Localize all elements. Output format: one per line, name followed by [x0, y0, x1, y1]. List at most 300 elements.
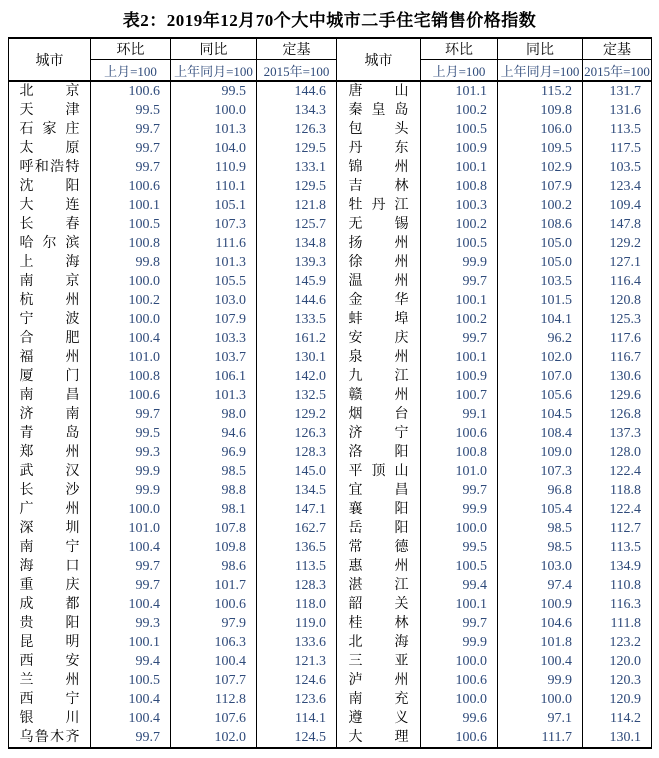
table-row [9, 728, 652, 748]
left-city-name: 银川 [9, 709, 91, 728]
right-fixed-value: 120.3 [583, 671, 652, 690]
left-city-name: 深圳 [9, 519, 91, 538]
left-mom-value: 99.7 [91, 576, 171, 595]
left-city-name: 广州 [9, 500, 91, 519]
right-mom-value: 100.2 [421, 215, 498, 234]
left-fixed-value: 133.1 [257, 158, 337, 177]
table-row [9, 253, 652, 272]
left-yoy-value: 107.6 [171, 709, 257, 728]
right-fixed-value: 130.6 [583, 367, 652, 386]
left-mom-value: 100.4 [91, 595, 171, 614]
left-yoy-value: 99.5 [171, 81, 257, 101]
left-yoy-value: 101.3 [171, 253, 257, 272]
right-city-name: 岳阳 [337, 519, 421, 538]
left-city-name: 合肥 [9, 329, 91, 348]
right-yoy-value: 102.9 [498, 158, 583, 177]
right-yoy-value: 103.5 [498, 272, 583, 291]
right-mom-value: 100.9 [421, 367, 498, 386]
right-yoy-value: 106.0 [498, 120, 583, 139]
table-row [9, 519, 652, 538]
left-yoy-value: 111.6 [171, 234, 257, 253]
left-fixed-value: 126.3 [257, 424, 337, 443]
left-yoy-value: 101.3 [171, 386, 257, 405]
table-row [9, 557, 652, 576]
right-city-name: 锦州 [337, 158, 421, 177]
left-yoy-value: 107.8 [171, 519, 257, 538]
left-fixed-value: 130.1 [257, 348, 337, 367]
left-mom-value: 99.7 [91, 158, 171, 177]
table-row [9, 367, 652, 386]
right-city-name: 泸州 [337, 671, 421, 690]
right-fixed-value: 129.2 [583, 234, 652, 253]
left-yoy-value: 105.5 [171, 272, 257, 291]
right-mom-value: 100.5 [421, 234, 498, 253]
left-fixed-value: 121.8 [257, 196, 337, 215]
left-fixed-value: 161.2 [257, 329, 337, 348]
left-city-name: 武汉 [9, 462, 91, 481]
left-city-name: 石家庄 [9, 120, 91, 139]
left-mom-value: 99.7 [91, 139, 171, 158]
right-yoy-value: 104.5 [498, 405, 583, 424]
table-row [9, 386, 652, 405]
left-city-name: 长春 [9, 215, 91, 234]
right-city-name: 济宁 [337, 424, 421, 443]
right-yoy-value: 100.0 [498, 690, 583, 709]
left-mom-value: 100.0 [91, 272, 171, 291]
right-fixed-value: 122.4 [583, 462, 652, 481]
right-city-name: 蚌埠 [337, 310, 421, 329]
right-fixed-value: 120.9 [583, 690, 652, 709]
right-yoy-value: 109.8 [498, 101, 583, 120]
right-mom-value: 100.2 [421, 310, 498, 329]
left-fixed-value: 118.0 [257, 595, 337, 614]
right-yoy-value: 109.0 [498, 443, 583, 462]
left-fixed-value: 121.3 [257, 652, 337, 671]
right-yoy-value: 97.4 [498, 576, 583, 595]
right-mom-value: 100.1 [421, 158, 498, 177]
left-fixed-value: 129.5 [257, 139, 337, 158]
table-row [9, 348, 652, 367]
left-fixed-value: 123.6 [257, 690, 337, 709]
left-mom-value: 100.1 [91, 196, 171, 215]
right-mom-value: 100.9 [421, 139, 498, 158]
left-mom-value: 101.0 [91, 519, 171, 538]
right-yoy-value: 100.4 [498, 652, 583, 671]
left-mom-value: 100.4 [91, 329, 171, 348]
right-city-name: 襄阳 [337, 500, 421, 519]
right-city-name: 无锡 [337, 215, 421, 234]
page-title: 表2：2019年12月70个大中城市二手住宅销售价格指数 [122, 11, 537, 30]
right-fixed-value: 137.3 [583, 424, 652, 443]
right-city-name: 北海 [337, 633, 421, 652]
right-fixed-value: 117.6 [583, 329, 652, 348]
right-yoy-value: 105.6 [498, 386, 583, 405]
header-mom-right: 环比 [421, 38, 498, 60]
left-mom-value: 99.7 [91, 405, 171, 424]
right-yoy-value: 100.2 [498, 196, 583, 215]
table-row [9, 158, 652, 177]
header-fixed-right: 定基 [583, 38, 652, 60]
right-mom-value: 99.9 [421, 500, 498, 519]
right-fixed-value: 112.7 [583, 519, 652, 538]
right-yoy-value: 96.8 [498, 481, 583, 500]
left-city-name: 北京 [9, 81, 91, 101]
left-mom-value: 99.3 [91, 443, 171, 462]
right-fixed-value: 130.1 [583, 728, 652, 748]
left-city-name: 厦门 [9, 367, 91, 386]
table-row [9, 215, 652, 234]
left-city-name: 乌鲁木齐 [9, 728, 91, 748]
header-city-right: 城市 [337, 38, 421, 81]
left-city-name: 重庆 [9, 576, 91, 595]
left-fixed-value: 129.2 [257, 405, 337, 424]
left-mom-value: 100.4 [91, 538, 171, 557]
left-city-name: 大连 [9, 196, 91, 215]
left-yoy-value: 98.5 [171, 462, 257, 481]
left-yoy-value: 100.0 [171, 101, 257, 120]
right-yoy-value: 98.5 [498, 538, 583, 557]
right-mom-value: 99.4 [421, 576, 498, 595]
right-mom-value: 99.6 [421, 709, 498, 728]
right-yoy-value: 105.0 [498, 234, 583, 253]
header-yoy-left: 同比 [171, 38, 257, 60]
left-mom-value: 100.4 [91, 690, 171, 709]
right-mom-value: 101.0 [421, 462, 498, 481]
left-city-name: 昆明 [9, 633, 91, 652]
right-mom-value: 100.0 [421, 519, 498, 538]
left-yoy-value: 106.3 [171, 633, 257, 652]
right-city-name: 南充 [337, 690, 421, 709]
left-fixed-value: 139.3 [257, 253, 337, 272]
right-fixed-value: 116.3 [583, 595, 652, 614]
price-index-table [8, 37, 652, 749]
table-row [9, 481, 652, 500]
left-city-name: 太原 [9, 139, 91, 158]
left-city-name: 济南 [9, 405, 91, 424]
left-city-name: 南宁 [9, 538, 91, 557]
table-row [9, 462, 652, 481]
header-fixed-base-left: 2015年=100 [257, 60, 337, 82]
table-row [9, 81, 652, 101]
left-mom-value: 100.0 [91, 310, 171, 329]
right-fixed-value: 118.8 [583, 481, 652, 500]
table-row [9, 101, 652, 120]
table-row [9, 595, 652, 614]
right-mom-value: 100.3 [421, 196, 498, 215]
right-mom-value: 100.2 [421, 101, 498, 120]
right-mom-value: 100.1 [421, 595, 498, 614]
left-city-name: 天津 [9, 101, 91, 120]
left-yoy-value: 110.1 [171, 177, 257, 196]
table-row [9, 500, 652, 519]
header-yoy-base-left: 上年同月=100 [171, 60, 257, 82]
table-row [9, 443, 652, 462]
right-fixed-value: 117.5 [583, 139, 652, 158]
right-city-name: 徐州 [337, 253, 421, 272]
left-mom-value: 99.5 [91, 424, 171, 443]
table-row [9, 576, 652, 595]
right-mom-value: 100.6 [421, 424, 498, 443]
left-city-name: 海口 [9, 557, 91, 576]
left-yoy-value: 98.1 [171, 500, 257, 519]
right-city-name: 牡丹江 [337, 196, 421, 215]
left-city-name: 南昌 [9, 386, 91, 405]
right-fixed-value: 131.6 [583, 101, 652, 120]
right-fixed-value: 128.0 [583, 443, 652, 462]
right-mom-value: 100.7 [421, 386, 498, 405]
right-city-name: 遵义 [337, 709, 421, 728]
right-city-name: 金华 [337, 291, 421, 310]
left-fixed-value: 114.1 [257, 709, 337, 728]
table-row [9, 234, 652, 253]
left-yoy-value: 112.8 [171, 690, 257, 709]
right-yoy-value: 108.4 [498, 424, 583, 443]
left-yoy-value: 100.4 [171, 652, 257, 671]
left-mom-value: 99.7 [91, 557, 171, 576]
right-yoy-value: 98.5 [498, 519, 583, 538]
left-mom-value: 100.4 [91, 709, 171, 728]
right-mom-value: 99.7 [421, 272, 498, 291]
left-mom-value: 100.2 [91, 291, 171, 310]
left-yoy-value: 103.3 [171, 329, 257, 348]
left-fixed-value: 128.3 [257, 576, 337, 595]
right-yoy-value: 99.9 [498, 671, 583, 690]
right-mom-value: 99.7 [421, 481, 498, 500]
header-mom-left: 环比 [91, 38, 171, 60]
header-fixed-base-right: 2015年=100 [583, 60, 652, 82]
left-fixed-value: 145.0 [257, 462, 337, 481]
left-yoy-value: 97.9 [171, 614, 257, 633]
left-mom-value: 99.3 [91, 614, 171, 633]
right-fixed-value: 127.1 [583, 253, 652, 272]
right-yoy-value: 103.0 [498, 557, 583, 576]
right-fixed-value: 126.8 [583, 405, 652, 424]
table-row [9, 633, 652, 652]
table-header [9, 38, 652, 81]
left-yoy-value: 107.9 [171, 310, 257, 329]
right-city-name: 三亚 [337, 652, 421, 671]
right-yoy-value: 102.0 [498, 348, 583, 367]
left-city-name: 郑州 [9, 443, 91, 462]
left-fixed-value: 142.0 [257, 367, 337, 386]
left-mom-value: 100.8 [91, 367, 171, 386]
table-row [9, 405, 652, 424]
right-mom-value: 100.0 [421, 690, 498, 709]
right-yoy-value: 100.9 [498, 595, 583, 614]
right-fixed-value: 129.6 [583, 386, 652, 405]
left-fixed-value: 136.5 [257, 538, 337, 557]
left-mom-value: 100.5 [91, 215, 171, 234]
right-city-name: 温州 [337, 272, 421, 291]
left-mom-value: 99.9 [91, 462, 171, 481]
left-yoy-value: 107.3 [171, 215, 257, 234]
left-city-name: 兰州 [9, 671, 91, 690]
left-fixed-value: 134.8 [257, 234, 337, 253]
left-yoy-value: 106.1 [171, 367, 257, 386]
right-yoy-value: 97.1 [498, 709, 583, 728]
left-fixed-value: 162.7 [257, 519, 337, 538]
table-row [9, 120, 652, 139]
left-yoy-value: 98.6 [171, 557, 257, 576]
left-yoy-value: 109.8 [171, 538, 257, 557]
table-row [9, 709, 652, 728]
right-mom-value: 100.6 [421, 671, 498, 690]
table-row [9, 291, 652, 310]
left-fixed-value: 124.6 [257, 671, 337, 690]
left-yoy-value: 98.8 [171, 481, 257, 500]
right-yoy-value: 105.0 [498, 253, 583, 272]
right-mom-value: 100.5 [421, 557, 498, 576]
right-mom-value: 100.8 [421, 177, 498, 196]
right-fixed-value: 111.8 [583, 614, 652, 633]
left-mom-value: 100.6 [91, 386, 171, 405]
left-fixed-value: 134.5 [257, 481, 337, 500]
right-yoy-value: 108.6 [498, 215, 583, 234]
left-fixed-value: 144.6 [257, 291, 337, 310]
left-fixed-value: 129.5 [257, 177, 337, 196]
left-city-name: 沈阳 [9, 177, 91, 196]
right-fixed-value: 113.5 [583, 120, 652, 139]
left-mom-value: 100.6 [91, 177, 171, 196]
right-fixed-value: 116.4 [583, 272, 652, 291]
right-fixed-value: 134.9 [583, 557, 652, 576]
right-mom-value: 101.1 [421, 81, 498, 101]
right-yoy-value: 101.8 [498, 633, 583, 652]
right-city-name: 桂林 [337, 614, 421, 633]
left-yoy-value: 107.7 [171, 671, 257, 690]
left-mom-value: 99.5 [91, 101, 171, 120]
left-mom-value: 100.1 [91, 633, 171, 652]
left-city-name: 上海 [9, 253, 91, 272]
right-yoy-value: 111.7 [498, 728, 583, 748]
table-row [9, 272, 652, 291]
left-yoy-value: 104.0 [171, 139, 257, 158]
left-yoy-value: 101.7 [171, 576, 257, 595]
right-yoy-value: 107.3 [498, 462, 583, 481]
left-fixed-value: 125.7 [257, 215, 337, 234]
left-fixed-value: 134.3 [257, 101, 337, 120]
right-mom-value: 100.8 [421, 443, 498, 462]
right-yoy-value: 104.1 [498, 310, 583, 329]
right-yoy-value: 107.0 [498, 367, 583, 386]
header-yoy-base-right: 上年同月=100 [498, 60, 583, 82]
left-city-name: 青岛 [9, 424, 91, 443]
header-mom-base-left: 上月=100 [91, 60, 171, 82]
left-city-name: 贵阳 [9, 614, 91, 633]
left-mom-value: 100.0 [91, 500, 171, 519]
right-city-name: 包头 [337, 120, 421, 139]
right-yoy-value: 107.9 [498, 177, 583, 196]
right-city-name: 宜昌 [337, 481, 421, 500]
right-fixed-value: 114.2 [583, 709, 652, 728]
right-city-name: 唐山 [337, 81, 421, 101]
right-city-name: 洛阳 [337, 443, 421, 462]
left-mom-value: 99.7 [91, 120, 171, 139]
left-yoy-value: 98.0 [171, 405, 257, 424]
right-yoy-value: 115.2 [498, 81, 583, 101]
right-city-name: 扬州 [337, 234, 421, 253]
right-city-name: 惠州 [337, 557, 421, 576]
left-mom-value: 101.0 [91, 348, 171, 367]
left-fixed-value: 128.3 [257, 443, 337, 462]
right-city-name: 丹东 [337, 139, 421, 158]
right-yoy-value: 109.5 [498, 139, 583, 158]
right-fixed-value: 110.8 [583, 576, 652, 595]
table-row [9, 310, 652, 329]
right-city-name: 韶关 [337, 595, 421, 614]
header-city-left: 城市 [9, 38, 91, 81]
left-city-name: 南京 [9, 272, 91, 291]
table-row [9, 671, 652, 690]
left-yoy-value: 100.6 [171, 595, 257, 614]
left-city-name: 呼和浩特 [9, 158, 91, 177]
table-row [9, 139, 652, 158]
left-fixed-value: 119.0 [257, 614, 337, 633]
table-row [9, 690, 652, 709]
right-city-name: 泉州 [337, 348, 421, 367]
right-city-name: 烟台 [337, 405, 421, 424]
right-mom-value: 99.1 [421, 405, 498, 424]
left-fixed-value: 145.9 [257, 272, 337, 291]
table-row [9, 177, 652, 196]
left-mom-value: 100.8 [91, 234, 171, 253]
table-body [9, 81, 652, 748]
left-yoy-value: 103.0 [171, 291, 257, 310]
right-city-name: 平顶山 [337, 462, 421, 481]
table-row [9, 614, 652, 633]
left-mom-value: 99.4 [91, 652, 171, 671]
right-fixed-value: 113.5 [583, 538, 652, 557]
right-city-name: 吉林 [337, 177, 421, 196]
right-fixed-value: 123.4 [583, 177, 652, 196]
left-city-name: 成都 [9, 595, 91, 614]
left-fixed-value: 147.1 [257, 500, 337, 519]
table-row [9, 329, 652, 348]
left-yoy-value: 94.6 [171, 424, 257, 443]
right-city-name: 赣州 [337, 386, 421, 405]
right-fixed-value: 123.2 [583, 633, 652, 652]
left-city-name: 西宁 [9, 690, 91, 709]
left-fixed-value: 133.6 [257, 633, 337, 652]
right-mom-value: 100.1 [421, 348, 498, 367]
right-mom-value: 99.9 [421, 253, 498, 272]
left-yoy-value: 101.3 [171, 120, 257, 139]
right-city-name: 大理 [337, 728, 421, 748]
left-fixed-value: 144.6 [257, 81, 337, 101]
right-fixed-value: 147.8 [583, 215, 652, 234]
left-city-name: 哈尔滨 [9, 234, 91, 253]
right-yoy-value: 96.2 [498, 329, 583, 348]
left-mom-value: 100.5 [91, 671, 171, 690]
left-mom-value: 99.8 [91, 253, 171, 272]
left-city-name: 长沙 [9, 481, 91, 500]
right-fixed-value: 120.8 [583, 291, 652, 310]
right-fixed-value: 120.0 [583, 652, 652, 671]
right-city-name: 常德 [337, 538, 421, 557]
left-yoy-value: 110.9 [171, 158, 257, 177]
left-fixed-value: 124.5 [257, 728, 337, 748]
right-mom-value: 100.6 [421, 728, 498, 748]
right-mom-value: 100.0 [421, 652, 498, 671]
left-city-name: 宁波 [9, 310, 91, 329]
header-fixed-left: 定基 [257, 38, 337, 60]
right-mom-value: 99.9 [421, 633, 498, 652]
left-yoy-value: 103.7 [171, 348, 257, 367]
right-yoy-value: 101.5 [498, 291, 583, 310]
right-city-name: 九江 [337, 367, 421, 386]
left-city-name: 福州 [9, 348, 91, 367]
right-mom-value: 100.5 [421, 120, 498, 139]
